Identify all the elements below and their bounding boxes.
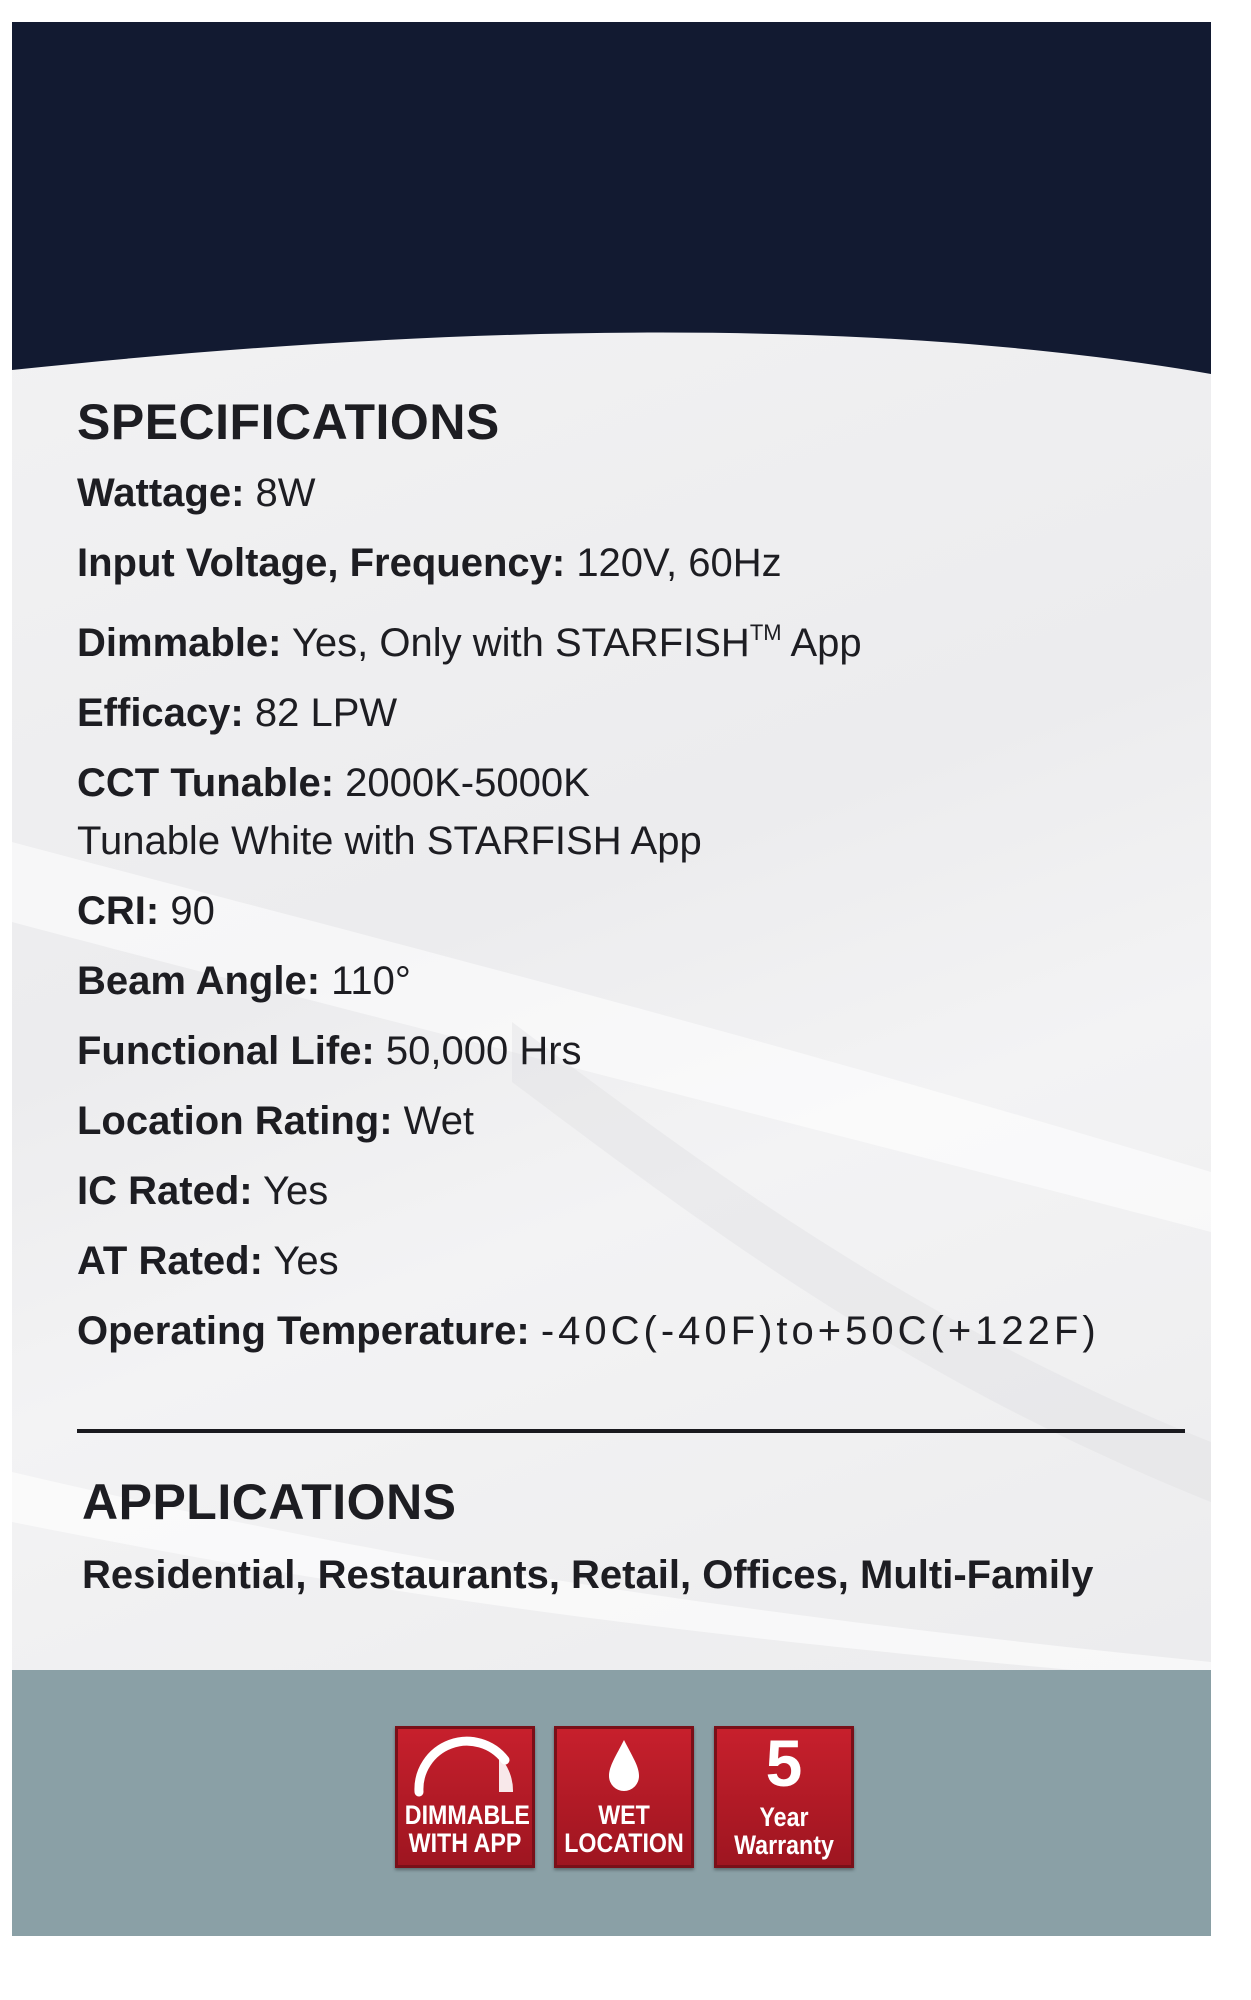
- dimmable-with-app-badge: [395, 1726, 535, 1868]
- spec-label: AT Rated:: [77, 1239, 263, 1283]
- applications-section: [82, 1474, 1192, 1598]
- spec-row-operating-temperature: [77, 1305, 1187, 1357]
- spec-label: Location Rating:: [77, 1099, 393, 1143]
- spec-label: CCT Tunable:: [77, 761, 335, 805]
- section-divider: [77, 1429, 1185, 1433]
- spec-row-cri: [77, 885, 1187, 937]
- spec-label: Functional Life:: [77, 1029, 375, 1073]
- applications-text: Residential, Restaurants, Retail, Offices, Multi-Family: [82, 1553, 1094, 1597]
- spec-value: 82 LPW: [254, 691, 398, 735]
- spec-value: 120V, 60Hz: [576, 541, 782, 585]
- spec-value: 8W: [255, 471, 316, 515]
- five-year-warranty-badge: [714, 1726, 854, 1868]
- spec-row-input-voltage: [77, 537, 1187, 589]
- spec-row-location-rating: [77, 1095, 1187, 1147]
- spec-list: [77, 467, 1187, 1357]
- spec-value: 110°: [331, 959, 411, 1003]
- spec-row-ic-rated: [77, 1165, 1187, 1217]
- spec-row-wattage: [77, 467, 1187, 519]
- spec-label: Dimmable:: [77, 621, 282, 665]
- warranty-years-number: 5: [765, 1726, 803, 1800]
- dimmer-arc-icon: [395, 1726, 535, 1801]
- spec-sheet-card: [12, 22, 1211, 1936]
- spec-value-suffix: App: [781, 621, 862, 665]
- spec-row-functional-life: [77, 1025, 1187, 1077]
- spec-label: Efficacy:: [77, 691, 244, 735]
- badge-line-1: WET: [598, 1800, 650, 1830]
- spec-value: Yes: [262, 1169, 329, 1213]
- badge-line-1: DIMMABLE: [404, 1800, 530, 1830]
- wet-location-badge: [554, 1726, 694, 1868]
- badge-line-2: LOCATION: [564, 1828, 684, 1858]
- water-drop-icon: [554, 1726, 694, 1801]
- badge-line-2: Warranty: [734, 1830, 834, 1860]
- spec-value: 90: [170, 889, 215, 933]
- spec-value: Yes, Only with STARFISH: [291, 621, 750, 665]
- spec-row-beam-angle: [77, 955, 1187, 1007]
- spec-value: 2000K-5000K: [345, 761, 590, 805]
- spec-subline: Tunable White with STARFISH App: [77, 819, 702, 863]
- trademark-mark: TM: [749, 620, 782, 645]
- spec-label: Input Voltage, Frequency:: [77, 541, 566, 585]
- applications-title: APPLICATIONS: [82, 1474, 457, 1530]
- spec-row-dimmable: [77, 607, 1187, 669]
- spec-label: CRI:: [77, 889, 160, 933]
- spec-row-at-rated: [77, 1235, 1187, 1287]
- specifications-title: SPECIFICATIONS: [77, 394, 500, 450]
- spec-value: Yes: [273, 1239, 339, 1283]
- spec-value: Wet: [403, 1099, 475, 1143]
- header-band: [12, 22, 1211, 382]
- footer-band: [12, 1670, 1211, 1936]
- spec-label: IC Rated:: [77, 1169, 253, 1213]
- spec-row-efficacy: [77, 687, 1187, 739]
- spec-row-cct-tunable: [77, 757, 1187, 867]
- spec-value: 50,000 Hrs: [385, 1029, 582, 1073]
- badge-line-1: Year: [759, 1802, 809, 1832]
- badge-line-2: WITH APP: [408, 1828, 522, 1858]
- spec-label: Wattage:: [77, 471, 245, 515]
- specifications-section: [77, 394, 1187, 1375]
- spec-value: -40C(-40F)to+50C(+122F): [540, 1309, 1100, 1353]
- spec-label: Operating Temperature:: [77, 1309, 530, 1353]
- spec-label: Beam Angle:: [77, 959, 321, 1003]
